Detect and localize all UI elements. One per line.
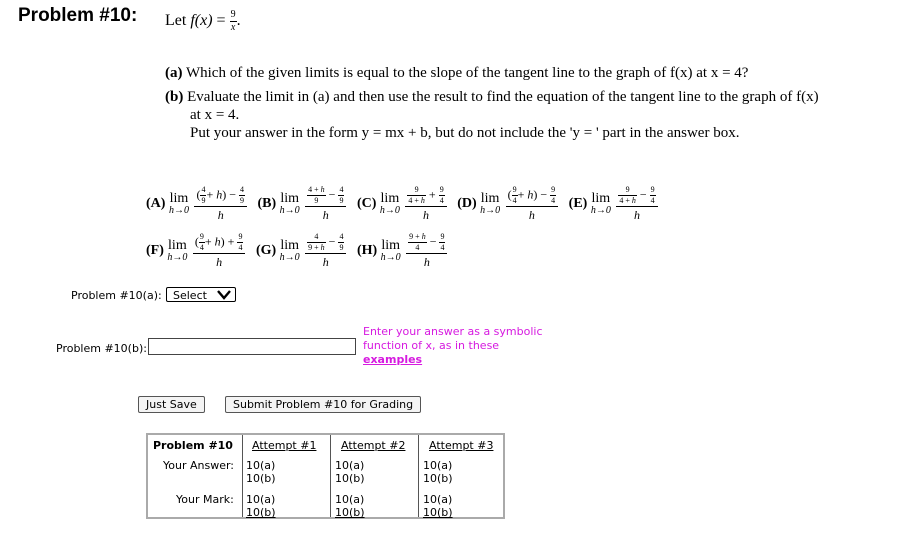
attempt-answer: 10(a) 10(b) — [335, 459, 365, 485]
question-a — [165, 65, 748, 82]
limit-b-expression: $\frac{4 + h}{9}$ − $\frac{4}{9}$ h — [305, 186, 346, 222]
limit-option-e — [568, 185, 658, 222]
question-b-text-line2: at x = 4. — [190, 107, 240, 123]
lim-operator: lim h→0 — [167, 238, 188, 264]
attempt-header: Attempt #2 — [341, 439, 406, 452]
column-divider — [242, 435, 243, 517]
part-b-label: Problem #10(b): — [56, 342, 147, 355]
limit-g-label: (G) — [255, 243, 277, 259]
lim-operator: lim h→0 — [279, 238, 300, 264]
lim-operator: lim h→0 — [380, 238, 401, 264]
question-b-text-line1: Evaluate the limit in (a) and then use the result to find the equation of the tangent line to the graph of f(x) — [187, 89, 819, 105]
limit-option-g — [255, 232, 350, 269]
your-answer-label: Your Answer: — [163, 459, 235, 472]
limit-f-label: (F) — [146, 243, 164, 259]
your-mark-label: Your Mark: — [176, 493, 234, 506]
part-a-select[interactable] — [166, 287, 236, 302]
lim-operator: lim h→0 — [168, 191, 189, 217]
let-text: Let — [165, 12, 187, 30]
question-b-text-line3: Put your answer in the form y = mx + b, but do not include the 'y = ' part in the answer box. — [190, 125, 740, 141]
limit-a-expression: ( $\frac{4}{9}$ + h) − $\frac{4}{9}$ h — [194, 186, 247, 222]
examples-link[interactable]: examples — [363, 353, 423, 366]
limit-c-expression: $\frac{9}{4 + h}$ + $\frac{9}{4}$ h — [405, 186, 446, 222]
limit-h-label: (H) — [356, 243, 378, 259]
limit-option-c — [356, 185, 450, 222]
part-a-label: Problem #10(a): — [71, 289, 162, 302]
period: . — [236, 12, 241, 30]
limit-h-expression: $\frac{9 + h}{4}$ − $\frac{9}{4}$ h — [406, 233, 447, 269]
question-a-text: Which of the given limits is equal to the slope of the tangent line to the graph of f(x) at x = 4? — [185, 65, 749, 81]
limit-option-f — [146, 232, 249, 269]
part-b-answer-input[interactable] — [148, 338, 356, 355]
limit-option-b — [257, 185, 349, 222]
hint-line2: function of x, as in these — [363, 339, 500, 352]
answer-hint — [363, 325, 543, 367]
attempt-header: Attempt #3 — [429, 439, 494, 452]
limit-g-expression: $\frac{4}{9 + h}$ − $\frac{4}{9}$ h — [305, 233, 346, 269]
submit-button[interactable]: Submit Problem #10 for Grading — [225, 396, 421, 413]
attempts-table — [146, 433, 505, 519]
function-denominator: x — [230, 22, 236, 33]
limit-d-expression: ( $\frac{9}{4}$ + h) − $\frac{9}{4}$ h — [506, 186, 559, 222]
attempts-problem-header: Problem #10 — [153, 439, 233, 452]
attempt-answer: 10(a) 10(b) — [423, 459, 453, 485]
column-divider — [418, 435, 419, 517]
limit-a-label: (A) — [146, 196, 166, 212]
function-numerator: 9 — [230, 9, 236, 20]
just-save-button[interactable]: Just Save — [138, 396, 205, 413]
lim-operator: lim h→0 — [480, 191, 501, 217]
limit-b-label: (B) — [257, 196, 277, 212]
column-divider — [330, 435, 331, 517]
lim-operator: lim h→0 — [590, 191, 611, 217]
function-definition — [165, 10, 241, 33]
limit-options-row-2 — [146, 233, 447, 269]
limit-e-label: (E) — [568, 196, 588, 212]
limit-option-d — [457, 185, 561, 222]
equals-sign: = — [216, 12, 226, 30]
lim-operator: lim h→0 — [279, 191, 300, 217]
lim-operator: lim h→0 — [379, 191, 400, 217]
question-a-label: (a) — [165, 65, 183, 81]
question-b — [165, 89, 819, 106]
hint-line1: Enter your answer as a symbolic — [363, 325, 543, 338]
question-b-label: (b) — [165, 89, 184, 105]
select-value: Select — [173, 289, 207, 302]
function-lhs: f(x) — [190, 12, 213, 30]
limit-c-label: (C) — [356, 196, 377, 212]
limit-option-a — [146, 185, 250, 222]
limit-options-row-1 — [146, 186, 658, 222]
limit-e-expression: $\frac{9}{4 + h}$ − $\frac{9}{4}$ h — [616, 186, 657, 222]
function-fraction — [230, 10, 237, 33]
limit-d-label: (D) — [457, 196, 477, 212]
limit-f-expression: ( $\frac{9}{4}$ + h) + $\frac{9}{4}$ h — [193, 233, 246, 269]
attempt-answer: 10(a) 10(b) — [246, 459, 276, 485]
chevron-down-icon — [217, 289, 231, 303]
attempt-mark: 10(a) 10(b) — [423, 493, 453, 519]
attempt-mark: 10(a) 10(b) — [246, 493, 276, 519]
limit-option-h — [356, 232, 448, 269]
attempt-mark: 10(a) 10(b) — [335, 493, 365, 519]
problem-title: Problem #10: — [18, 5, 138, 26]
attempt-header: Attempt #1 — [252, 439, 317, 452]
